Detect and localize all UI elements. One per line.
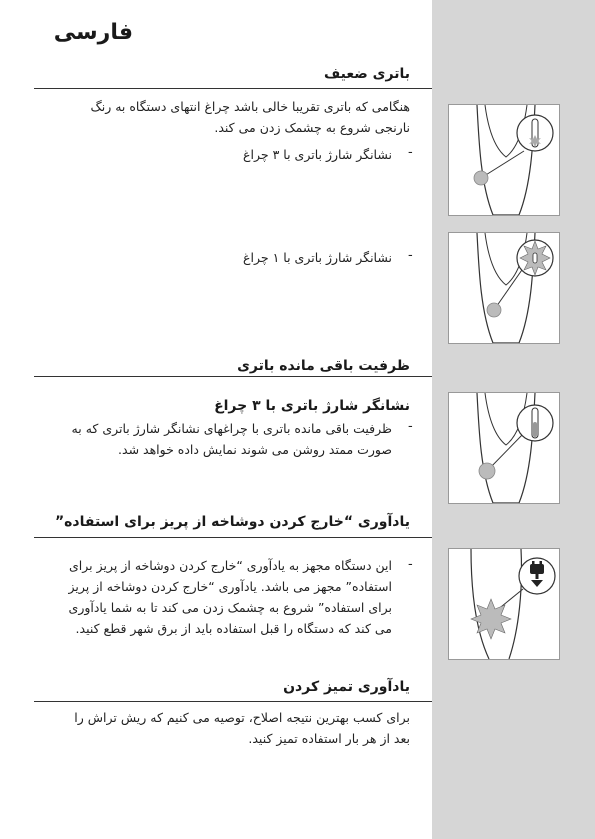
unplug-reminder-heading: یادآوری “خارج کردن دوشاخه از پریز برای استفاده” bbox=[54, 514, 410, 530]
remaining-capacity-line-2: صورت ممتد روشن می شوند نمایش داده خواهد شد. bbox=[118, 442, 392, 457]
shaver-unplug-icon bbox=[449, 549, 559, 659]
low-battery-item-3-lights: نشانگر شارژ باتری با ۳ چراغ bbox=[243, 147, 392, 162]
divider bbox=[34, 701, 432, 702]
bullet-dash: - bbox=[408, 557, 413, 572]
page-title: فارسی bbox=[53, 20, 133, 45]
shaver-3-lights-icon bbox=[449, 105, 559, 215]
shaver-1-light-icon bbox=[449, 233, 559, 343]
low-battery-item-1-light: نشانگر شارژ باتری با ۱ چراغ bbox=[243, 250, 392, 265]
bullet-dash: - bbox=[408, 145, 413, 160]
unplug-reminder-line-3: برای استفاده” شروع به چشمک زدن می کند تا به شما یادآوری bbox=[68, 600, 392, 615]
low-battery-intro-line-1: هنگامی که باتری تقریبا خالی باشد چراغ انتهای دستگاه به رنگ bbox=[90, 99, 410, 114]
shaver-3-lights-figure bbox=[448, 104, 560, 216]
cleaning-reminder-line-2: بعد از هر بار استفاده تمیز کنید. bbox=[248, 731, 410, 746]
remaining-capacity-subheading: نشانگر شارژ باتری با ۳ چراغ bbox=[214, 398, 410, 414]
unplug-reminder-line-2: استفاده” مجهز می باشد. یادآوری “خارج کردن دوشاخه از پریز bbox=[68, 579, 392, 594]
shaver-1-light-figure bbox=[448, 232, 560, 344]
remaining-capacity-heading: ظرفیت باقی مانده باتری bbox=[237, 358, 410, 374]
shaver-remaining-capacity-figure bbox=[448, 392, 560, 504]
unplug-reminder-line-1: این دستگاه مجهز به یادآوری “خارج کردن دوشاخه از پریز برای bbox=[69, 558, 392, 573]
divider bbox=[34, 537, 432, 538]
remaining-capacity-line-1: ظرفیت باقی مانده باتری با چراغهای نشانگر شارژ باتری که به bbox=[71, 421, 392, 436]
bullet-dash: - bbox=[408, 419, 413, 434]
divider bbox=[34, 376, 432, 377]
divider bbox=[34, 88, 432, 89]
shaver-unplug-figure bbox=[448, 548, 560, 660]
cleaning-reminder-heading: یادآوری تمیز کردن bbox=[283, 679, 410, 695]
cleaning-reminder-line-1: برای کسب بهترین نتیجه اصلاح، توصیه می کنیم که ریش تراش را bbox=[74, 710, 410, 725]
bullet-dash: - bbox=[408, 248, 413, 263]
shaver-remaining-capacity-icon bbox=[449, 393, 559, 503]
low-battery-intro-line-2: نارنجی شروع به چشمک زدن می کند. bbox=[214, 120, 410, 135]
low-battery-heading: باتری ضعیف bbox=[323, 66, 410, 82]
unplug-reminder-line-4: می کند که دستگاه را قبل استفاده باید از برق شهر قطع کنید. bbox=[75, 621, 392, 636]
